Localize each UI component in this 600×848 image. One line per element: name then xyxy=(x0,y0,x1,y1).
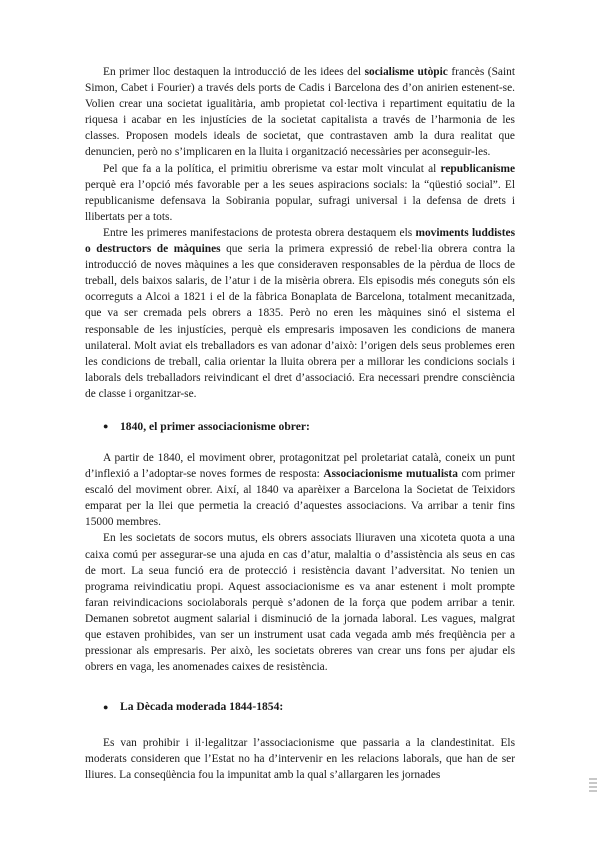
paragraph-luddites: Entre les primeres manifestacions de protesta obrera destaquem els moviments luddistes o destructors de màquines que seria la primera expressió de rebel·lia obrera contra la introducció de noves màquines a les que consideraven responsables de la pèrdua de llocs de treball, dels baixos salaris, de l’atur i de la misèria obrera. Els episodis més coneguts són els ocorreguts a Alcoi a 1821 i el de la fàbrica Bonaplata de Barcelona, totalment mecanitzada, que va ser cremada pels obrers a 1835. Però no eren les màquines sinó el sistema el responsable de les injustícies, perquè els empresaris imposaven les condicions de manera unilateral. Molt aviat els treballadors es van adonar d’això: l’origen dels seus problemes eren les condicions de treball, calia orientar la lluita obrera per a millorar les condicions socials i laborals dels treballadors reivindicant el dret d’associació. Era necessari prendre consciència de classe i organitzar-se. xyxy=(85,226,516,400)
section-heading-1840 xyxy=(103,420,515,433)
paragraph-mutualism: A partir de 1840, el moviment obrer, protagonitzat pel proletariat català, coneix un punt d’inflexió a l’adoptar-se noves formes de resposta: Associacionisme mutualista com primer escaló del moviment obrer. Així, al 1840 va aparèixer a Barcelona la Societat de Teixidors emparat per la llei que permetia la creació d’aquestes associacions. Va arribar a tenir fins 15000 membres. xyxy=(85,451,515,529)
section-heading-moderate-decade xyxy=(103,700,515,713)
paragraph-prohibition: Es van prohibir i il·legalitzar l’associacionisme que passaria a la clandestinitat. Els moderats consideren que l’Estat no ha d’intervenir en les relacions laborals, que han de ser lliures. La conseqüència fou la impunitat amb la qual s’allargaren les jornades xyxy=(85,737,515,782)
paragraph-mutual-aid-societies: En les societats de socors mutus, els obrers associats lliuraven una xicoteta quota a una caixa comú per assegurar-se una ajuda en cas d’atur, malaltia o d’assistència als seus en cas de mort. La seua funció era de protecció i resistència davant l’adversitat. No tenien un programa reivindicatiu propi. Aquest associacionisme es va anar estenent i molt prompte faran reivindicacions sociolaborals perquè s’adonen de la força que podem arribar a tenir. Demanen sobretot augment salarial i disminució de la jornada laboral. Les vagues, malgrat que estaven prohibides, van ser un instrument usat cada vegada amb més freqüència per a pressionar als empresaris. Per això, les societats obreres van crear uns fons per ajudar els obrers en vaga, les anomenades caixes de resistència. xyxy=(85,532,515,674)
paragraph-utopian-socialism: En primer lloc destaquen la introducció de les idees del socialisme utòpic francès (Saint Simon, Cabet i Fourier) a través dels ports de Cadis i Barcelona des d’on anirien estenent-se. Volien crear una societat igualitària, amb propietat col·lectiva i repartiment equitatiu de la riquesa i acabar en les injustícies de la societat capitalista a través de l’harmonia de les classes. Proposen models ideals de societat, que contrastaven amb la dura realitat que denuncien, però no s’implicaren en la lluita i organització necessàries per aconseguir-les. xyxy=(85,66,515,159)
section-heading-text: La Dècada moderada 1844-1854: xyxy=(120,700,284,714)
bullet-icon: ● xyxy=(103,701,109,712)
scroll-grip-icon[interactable] xyxy=(589,778,597,794)
paragraph-republicanism: Pel que fa a la política, el primitiu obrerisme va estar molt vinculat al republicanisme perquè era l’opció més favorable per a les seues aspiracions socials: la “qüestió social”. El republicanisme defensava la Sobirania popular, sufragi universal i la defensa de drets i llibertats per a tots. xyxy=(85,162,515,223)
section-heading-text: 1840, el primer associacionisme obrer: xyxy=(120,419,310,433)
document-page xyxy=(85,64,515,784)
bullet-icon: ● xyxy=(103,421,109,432)
